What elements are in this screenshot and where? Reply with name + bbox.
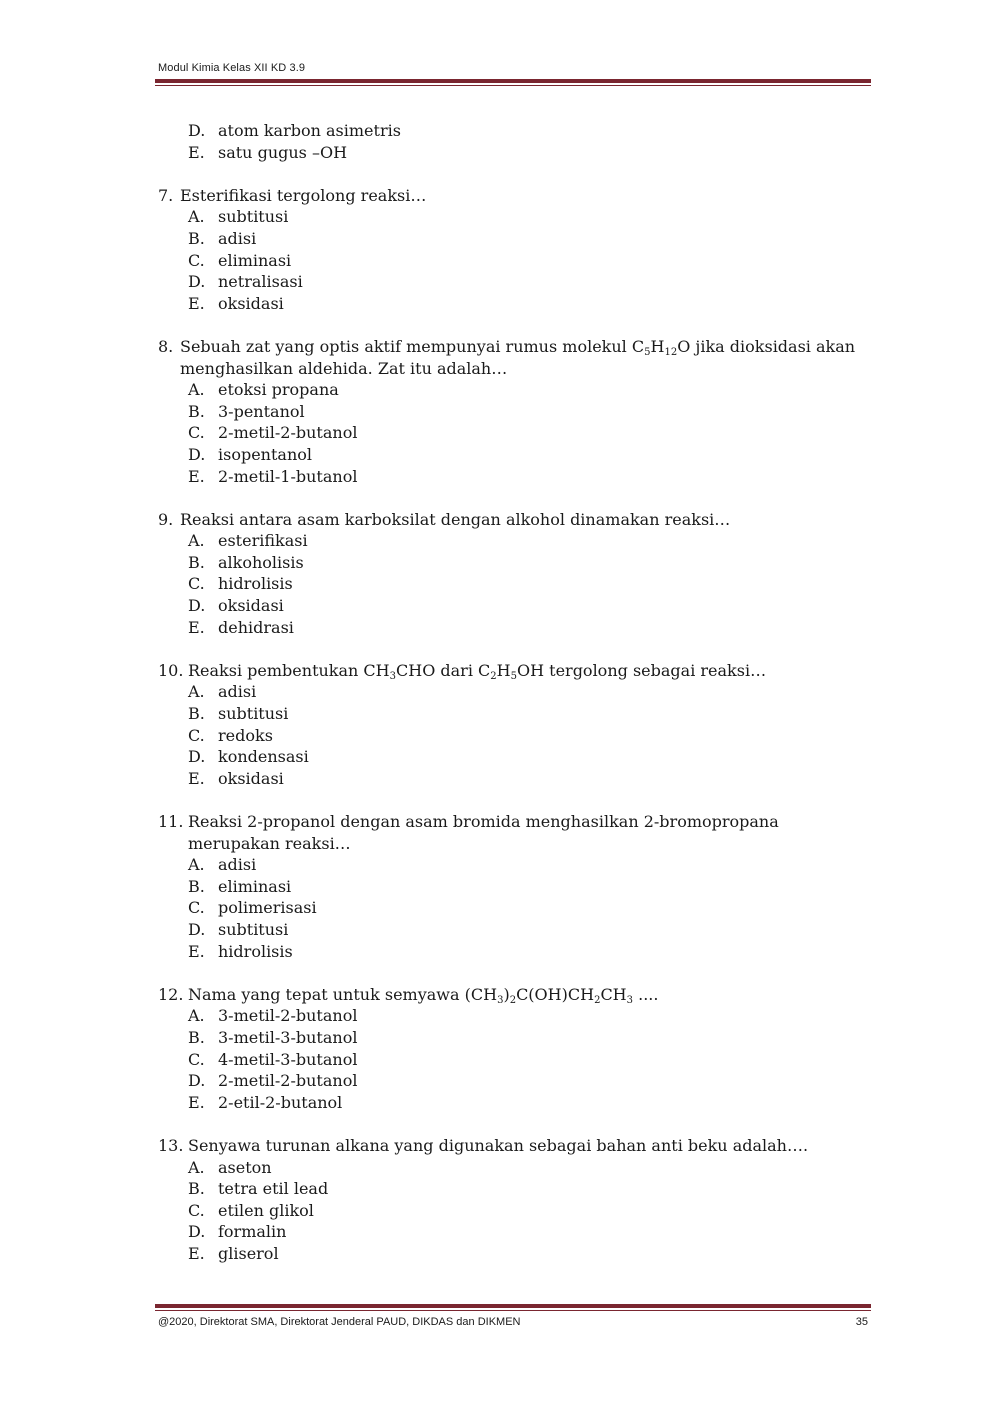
question-number: 13. <box>158 1135 184 1155</box>
option-b <box>158 876 870 898</box>
option-letter: E. <box>188 617 205 637</box>
option-letter: E. <box>188 1092 205 1112</box>
option-e <box>158 617 870 639</box>
option-letter: A. <box>188 1157 205 1177</box>
option-e <box>158 293 870 315</box>
option-text: dehidrasi <box>218 617 294 637</box>
option-letter: D. <box>188 596 206 616</box>
question-text: Reaksi 2-propanol dengan asam bromida menghasilkan 2-bromopropana merupakan reaksi… <box>188 812 779 853</box>
question-text: Esterifikasi tergolong reaksi… <box>180 185 427 205</box>
option-letter: A. <box>188 1006 205 1026</box>
option-text: 4-metil-3-butanol <box>218 1049 358 1069</box>
question-stem <box>158 185 870 207</box>
option-d <box>158 595 870 617</box>
option-letter: D. <box>188 747 206 767</box>
option-b <box>158 703 870 725</box>
option-letter: C. <box>188 898 205 918</box>
option-text: eliminasi <box>218 250 292 270</box>
option-letter: B. <box>188 1179 205 1199</box>
option-letter: D. <box>188 272 206 292</box>
option-e <box>158 1243 870 1265</box>
option-text: 3-metil-2-butanol <box>218 1006 358 1026</box>
option-text: gliserol <box>218 1243 279 1263</box>
question-stem <box>158 984 870 1006</box>
option-b <box>158 401 870 423</box>
option-text: 2-metil-2-butanol <box>218 1071 358 1091</box>
option-letter: E. <box>188 768 205 788</box>
option-text: kondensasi <box>218 747 309 767</box>
option-text: alkoholisis <box>218 552 304 572</box>
question-stem <box>158 1135 870 1157</box>
option-letter: B. <box>188 228 205 248</box>
option-letter: E. <box>188 142 205 162</box>
option-letter: D. <box>188 919 206 939</box>
option-letter: A. <box>188 380 205 400</box>
option-c <box>158 897 870 919</box>
option-text: tetra etil lead <box>218 1179 329 1199</box>
question-stem <box>158 811 870 854</box>
question-number: 7. <box>158 185 174 205</box>
question-number: 10. <box>158 660 184 680</box>
option-text: netralisasi <box>218 272 303 292</box>
option-text: hidrolisis <box>218 941 293 961</box>
option-text: atom karbon asimetris <box>218 121 401 140</box>
question-6-continued <box>158 120 870 163</box>
option-text: polimerisasi <box>218 898 317 918</box>
option-d <box>158 746 870 768</box>
page-number: 35 <box>855 1316 868 1328</box>
option-letter: B. <box>188 1027 205 1047</box>
question-text: Reaksi antara asam karboksilat dengan alkohol dinamakan reaksi… <box>180 509 731 529</box>
option-letter: D. <box>188 444 206 464</box>
option-a <box>158 206 870 228</box>
question-12 <box>158 984 870 1114</box>
question-11 <box>158 811 870 962</box>
question-stem <box>158 660 870 682</box>
option-c <box>158 1200 870 1222</box>
option-letter: B. <box>188 552 205 572</box>
option-text: oksidasi <box>218 768 284 788</box>
option-text: etoksi propana <box>218 380 339 400</box>
option-letter: C. <box>188 1200 205 1220</box>
question-stem <box>158 336 870 379</box>
question-7 <box>158 185 870 315</box>
option-text: satu gugus –OH <box>218 142 348 162</box>
option-a <box>158 379 870 401</box>
option-e <box>158 1092 870 1114</box>
option-letter: A. <box>188 855 205 875</box>
option-text: 2-etil-2-butanol <box>218 1092 343 1112</box>
option-letter: C. <box>188 1049 205 1069</box>
header-rule-thin <box>155 85 871 86</box>
option-text: esterifikasi <box>218 531 308 551</box>
option-letter: E. <box>188 466 205 486</box>
option-e <box>158 768 870 790</box>
option-letter: A. <box>188 682 205 702</box>
option-text: subtitusi <box>218 207 289 227</box>
question-9 <box>158 509 870 639</box>
option-c <box>158 1049 870 1071</box>
question-10 <box>158 660 870 790</box>
option-e <box>158 941 870 963</box>
option-letter: D. <box>188 121 206 140</box>
option-text: eliminasi <box>218 876 292 896</box>
question-13 <box>158 1135 870 1265</box>
option-b <box>158 552 870 574</box>
question-number: 11. <box>158 812 184 831</box>
question-number: 12. <box>158 984 184 1004</box>
option-text: etilen glikol <box>218 1200 314 1220</box>
option-a <box>158 1005 870 1027</box>
option-b <box>158 228 870 250</box>
header-title: Modul Kimia Kelas XII KD 3.9 <box>158 62 306 74</box>
question-number: 9. <box>158 509 174 529</box>
option-text: 2-metil-1-butanol <box>218 466 358 486</box>
option-a <box>158 854 870 876</box>
option-text: hidrolisis <box>218 574 293 594</box>
option-letter: A. <box>188 531 205 551</box>
option-d <box>158 271 870 293</box>
option-text: 2-metil-2-butanol <box>218 423 358 443</box>
option-letter: C. <box>188 574 205 594</box>
option-a <box>158 681 870 703</box>
option-text: oksidasi <box>218 293 284 313</box>
option-d <box>158 444 870 466</box>
question-text: Senyawa turunan alkana yang digunakan sebagai bahan anti beku adalah…. <box>188 1135 809 1155</box>
header-rule-thick <box>155 79 871 83</box>
option-letter: C. <box>188 250 205 270</box>
option-e <box>158 142 870 164</box>
option-c <box>158 422 870 444</box>
option-a <box>158 1157 870 1179</box>
option-letter: B. <box>188 401 205 421</box>
option-d <box>158 919 870 941</box>
option-b <box>158 1178 870 1200</box>
option-c <box>158 573 870 595</box>
option-text: subtitusi <box>218 919 289 939</box>
option-text: 3-metil-3-butanol <box>218 1027 358 1047</box>
option-d <box>158 120 870 142</box>
footer-copyright: @2020, Direktorat SMA, Direktorat Jenderal PAUD, DIKDAS dan DIKMEN <box>158 1316 521 1328</box>
option-text: formalin <box>218 1222 287 1242</box>
option-letter: E. <box>188 293 205 313</box>
option-text: redoks <box>218 725 273 745</box>
option-letter: B. <box>188 876 205 896</box>
option-letter: D. <box>188 1222 206 1242</box>
option-b <box>158 1027 870 1049</box>
option-c <box>158 725 870 747</box>
option-letter: E. <box>188 1243 205 1263</box>
question-list <box>158 120 870 1286</box>
option-letter: C. <box>188 725 205 745</box>
option-d <box>158 1070 870 1092</box>
question-8 <box>158 336 870 487</box>
option-text: 3-pentanol <box>218 401 305 421</box>
question-text: Sebuah zat yang optis aktif mempunyai rumus molekul $C_5H_{12}O$ jika dioksidasi akan menghasilkan aldehida. Zat itu adalah… <box>180 336 856 378</box>
question-text: Reaksi pembentukan $CH_3CHO$ dari $C_2H_5OH$ tergolong sebagai reaksi… <box>188 660 767 682</box>
option-letter: C. <box>188 423 205 443</box>
option-letter: D. <box>188 1071 206 1091</box>
question-stem <box>158 509 870 531</box>
option-letter: E. <box>188 941 205 961</box>
option-letter: B. <box>188 704 205 724</box>
option-text: isopentanol <box>218 444 312 464</box>
question-number: 8. <box>158 336 174 356</box>
option-text: adisi <box>218 228 257 248</box>
option-letter: A. <box>188 207 205 227</box>
option-a <box>158 530 870 552</box>
option-d <box>158 1221 870 1243</box>
question-text: Nama yang tepat untuk semyawa $(CH_3)_2C(OH)CH_2CH_3$ .... <box>188 984 659 1006</box>
option-e <box>158 466 870 488</box>
footer-rule-thick <box>155 1304 871 1308</box>
option-text: oksidasi <box>218 596 284 616</box>
footer-rule-thin <box>155 1310 871 1311</box>
option-text: aseton <box>218 1157 272 1177</box>
option-text: adisi <box>218 682 257 702</box>
option-text: adisi <box>218 855 257 875</box>
option-text: subtitusi <box>218 704 289 724</box>
option-c <box>158 250 870 272</box>
